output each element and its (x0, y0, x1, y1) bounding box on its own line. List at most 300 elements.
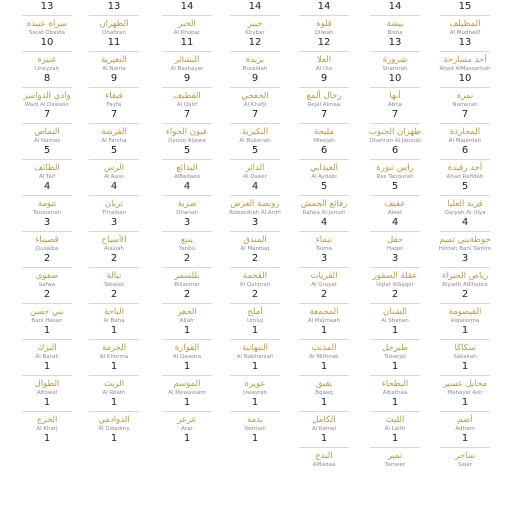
row-divider (89, 159, 139, 160)
city-name-english: Altowal (36, 390, 58, 396)
city-name-arabic: القوارة (174, 343, 200, 353)
city-count: 13 (388, 37, 402, 48)
city-count: 2 (461, 289, 469, 300)
city-name-arabic: القريات (310, 271, 338, 281)
city-cell[interactable] (14, 162, 80, 198)
city-cell[interactable] (432, 90, 498, 126)
city-count: 4 (110, 181, 118, 192)
city-cell[interactable] (362, 342, 428, 378)
city-name-english: Tubarjal (384, 354, 406, 360)
row-divider (89, 411, 139, 412)
city-name-english: Al Farsha (101, 138, 127, 144)
city-name-english: Albathaa (382, 390, 408, 396)
city-cell[interactable] (291, 342, 357, 378)
city-cell[interactable] (291, 54, 357, 90)
city-name-arabic: الخرج (36, 415, 58, 425)
city-cell[interactable] (154, 18, 220, 54)
city-cell[interactable] (154, 414, 220, 450)
city-cell[interactable] (432, 270, 498, 306)
city-name-arabic: أبها (389, 91, 401, 101)
city-name-arabic: الدوادمي (98, 415, 130, 425)
city-cell[interactable] (222, 342, 288, 378)
city-count: 5 (461, 181, 469, 192)
city-name-english: Al Kamel (311, 426, 337, 432)
city-name-english: Tanoumah (32, 210, 62, 216)
city-cell[interactable] (81, 162, 147, 198)
city-name-english: Al Aydabi (311, 174, 337, 180)
city-cell[interactable] (154, 198, 220, 234)
city-cell[interactable] (81, 234, 147, 270)
city-count: 1 (320, 433, 328, 444)
city-cell[interactable] (362, 0, 428, 18)
city-name-english: Al Qatif (176, 102, 198, 108)
row-divider (299, 375, 349, 376)
row-divider (22, 123, 72, 124)
city-name-arabic: البكيرية (241, 127, 269, 137)
city-cell[interactable] (222, 162, 288, 198)
city-cell[interactable] (222, 234, 288, 270)
row-divider (299, 87, 349, 88)
city-cell[interactable] (14, 234, 80, 270)
city-count: 4 (320, 217, 328, 228)
row-divider (89, 339, 139, 340)
row-divider (370, 339, 420, 340)
city-name-english: Haqel (387, 246, 403, 252)
city-name-english: Al Barak (35, 354, 59, 360)
city-count: 2 (43, 253, 51, 264)
city-name-english: Uqlat AlSaqor (376, 282, 414, 288)
city-count: 1 (251, 397, 259, 408)
city-cell[interactable] (14, 18, 80, 54)
city-cell[interactable] (291, 234, 357, 270)
city-name-english: Tameer (384, 462, 406, 468)
city-count: 1 (183, 325, 191, 336)
city-count: 4 (183, 181, 191, 192)
city-cell[interactable] (222, 270, 288, 306)
city-cell[interactable] (291, 0, 357, 18)
city-name-english: Billasmar (174, 282, 200, 288)
city-name-arabic: الشنان (383, 307, 407, 317)
city-count: 3 (43, 217, 51, 228)
row-divider (162, 159, 212, 160)
city-count: 7 (461, 109, 469, 120)
city-count: 14 (388, 1, 402, 12)
city-cell[interactable] (291, 414, 357, 450)
city-count: 11 (107, 37, 121, 48)
city-cell[interactable] (291, 450, 357, 486)
city-name-arabic: بني حسن (29, 307, 65, 317)
city-cell[interactable] (14, 90, 80, 126)
city-cell[interactable] (432, 414, 498, 450)
city-name-english: Al Khobar (173, 30, 201, 36)
city-name-arabic: البشائر (174, 55, 200, 65)
city-name-english: Khybar (245, 30, 265, 36)
row-divider (440, 375, 490, 376)
row-divider (440, 51, 490, 52)
row-divider (370, 375, 420, 376)
city-name-english: Al Reath (102, 390, 126, 396)
city-count: 8 (43, 73, 51, 84)
city-name-arabic: المجمعة (309, 307, 339, 317)
city-count: 1 (183, 433, 191, 444)
city-cell[interactable] (291, 198, 357, 234)
city-name-english: Buraidah (242, 66, 268, 72)
city-cell[interactable] (222, 414, 288, 450)
city-name-arabic: الطوال (34, 379, 60, 389)
row-divider (370, 231, 420, 232)
city-count: 4 (461, 217, 469, 228)
city-name-arabic: البطحاء (381, 379, 409, 389)
city-name-arabic: الخرمة (101, 343, 127, 353)
city-cell[interactable] (222, 90, 288, 126)
row-divider (89, 195, 139, 196)
row-divider (230, 159, 280, 160)
row-divider (230, 123, 280, 124)
city-cell[interactable] (432, 234, 498, 270)
city-cell[interactable] (291, 306, 357, 342)
city-name-english: Hottah Bani Tamim (438, 246, 492, 252)
city-name-english: Rejal Almaa (307, 102, 341, 108)
city-count: 1 (461, 325, 469, 336)
city-cell[interactable] (291, 162, 357, 198)
city-name-english: Namerah (452, 102, 478, 108)
city-name-arabic: ينبع (180, 235, 194, 245)
city-name-english: Al Mudhailf (449, 30, 481, 36)
city-name-english: Qusaiba (35, 246, 59, 252)
city-cell[interactable] (154, 270, 220, 306)
city-count: 9 (110, 73, 118, 84)
city-cell[interactable] (291, 18, 357, 54)
city-cell[interactable] (362, 306, 428, 342)
city-name-arabic: ثربان (104, 199, 124, 209)
city-name-arabic: الكامل (312, 415, 336, 425)
city-cell[interactable] (154, 90, 220, 126)
city-name-arabic: البرك (37, 343, 57, 353)
row-divider (299, 339, 349, 340)
city-cell[interactable] (154, 306, 220, 342)
city-cell[interactable] (154, 126, 220, 162)
city-name-english: Dhahran Al Janoub (369, 138, 421, 144)
row-divider (162, 123, 212, 124)
city-name-arabic: القحمة (242, 271, 268, 281)
city-name-english: Al Daeer (243, 174, 267, 180)
city-name-arabic: رياض الخبراء (441, 271, 489, 281)
city-name-arabic: رجال ألمع (306, 91, 342, 101)
city-name-arabic: القيصومة (448, 307, 482, 317)
row-divider (230, 87, 280, 88)
city-count: 15 (458, 1, 472, 12)
city-name-english: Al Namas (33, 138, 61, 144)
city-name-arabic: الأسياح (101, 235, 127, 245)
city-cell[interactable] (81, 198, 147, 234)
city-name-arabic: أملج (247, 307, 263, 317)
city-name-arabic: بللسمر (174, 271, 200, 281)
city-count: 7 (391, 109, 399, 120)
city-name-arabic: سراة عبيدة (26, 19, 68, 29)
city-cell[interactable] (81, 0, 147, 18)
row-divider (440, 267, 490, 268)
city-count: 14 (180, 1, 194, 12)
city-cell[interactable] (14, 270, 80, 306)
row-divider (370, 411, 420, 412)
city-cell[interactable] (362, 270, 428, 306)
row-divider (162, 87, 212, 88)
city-cell[interactable] (81, 126, 147, 162)
city-cell[interactable] (362, 198, 428, 234)
city-cell[interactable] (432, 162, 498, 198)
city-name-arabic: بقيق (315, 379, 333, 389)
city-count: 7 (43, 109, 51, 120)
row-divider (89, 267, 139, 268)
city-cell[interactable] (14, 54, 80, 90)
city-name-english: Yanbu (178, 246, 196, 252)
city-cell[interactable] (81, 378, 147, 414)
city-name-arabic: الليث (385, 415, 405, 425)
row-divider (22, 411, 72, 412)
city-cell[interactable] (154, 342, 220, 378)
city-count: 5 (183, 145, 191, 156)
city-cell[interactable] (432, 126, 498, 162)
row-divider (22, 303, 72, 304)
row-divider (440, 303, 490, 304)
city-count: 3 (320, 253, 328, 264)
city-name-english: Al Qrayat (311, 282, 337, 288)
city-name-english: Sarat Obaida (29, 30, 65, 36)
city-cell[interactable] (432, 54, 498, 90)
row-divider (230, 339, 280, 340)
row-divider (299, 447, 349, 448)
city-count: 1 (43, 325, 51, 336)
row-divider (22, 159, 72, 160)
row-divider (370, 159, 420, 160)
row-divider (89, 123, 139, 124)
city-name-arabic: راس تنورة (376, 163, 414, 173)
row-divider (162, 15, 212, 16)
city-cell[interactable] (81, 18, 147, 54)
city-cell[interactable] (222, 54, 288, 90)
city-name-english: Sharorah (382, 66, 408, 72)
row-divider (230, 231, 280, 232)
city-name-english: Al Bashayer (170, 66, 204, 72)
city-name-arabic: الدائر (245, 163, 265, 173)
city-name-arabic: وادي الدواسر (23, 91, 71, 101)
city-name-english: Al Nairia (102, 66, 126, 72)
row-divider (370, 123, 420, 124)
city-name-arabic: قرية العليا (447, 199, 483, 209)
column-1 (14, 0, 80, 450)
city-name-arabic: تمير (387, 451, 403, 461)
city-name-arabic: عرعر (177, 415, 197, 425)
row-divider (440, 411, 490, 412)
city-name-arabic: الريث (103, 379, 125, 389)
city-cell[interactable] (432, 450, 498, 486)
city-count: 2 (183, 253, 191, 264)
city-count: 1 (391, 397, 399, 408)
city-name-arabic: خيبر (247, 19, 263, 29)
city-count: 6 (320, 145, 328, 156)
city-name-arabic: بيشة (386, 19, 404, 29)
city-name-arabic: عيون الجواء (165, 127, 209, 137)
city-cell[interactable] (291, 270, 357, 306)
city-cell[interactable] (362, 414, 428, 450)
city-cell[interactable] (81, 414, 147, 450)
city-cell[interactable] (81, 54, 147, 90)
city-count: 1 (43, 397, 51, 408)
city-cell[interactable] (432, 342, 498, 378)
city-cell[interactable] (154, 54, 220, 90)
city-cell[interactable] (291, 378, 357, 414)
row-divider (440, 447, 490, 448)
city-count: 13 (107, 1, 121, 12)
city-name-arabic: حقل (387, 235, 403, 245)
row-divider (440, 87, 490, 88)
row-divider (370, 51, 420, 52)
city-name-english: Fayfa (106, 102, 122, 108)
city-name-english: Ahad Rafidah (446, 174, 484, 180)
row-divider (22, 51, 72, 52)
city-cell[interactable] (432, 0, 498, 18)
city-name-english: Rowaidhah Al Ardh (229, 210, 281, 216)
city-name-english: Bisha (387, 30, 403, 36)
city-name-arabic: النبهانية (241, 343, 269, 353)
row-divider (230, 267, 280, 268)
city-name-arabic: البدائع (176, 163, 198, 173)
city-cell[interactable] (14, 378, 80, 414)
city-count: 7 (110, 109, 118, 120)
row-divider (22, 267, 72, 268)
city-cell[interactable] (362, 90, 428, 126)
city-cell[interactable] (222, 198, 288, 234)
city-cell[interactable] (362, 378, 428, 414)
city-name-english: Sakakah (453, 354, 477, 360)
city-cell[interactable] (291, 90, 357, 126)
row-divider (89, 51, 139, 52)
city-name-arabic: حوطةبني تميم (439, 235, 491, 245)
city-name-english: Umluj (247, 318, 263, 324)
city-name-english: Dhahran (102, 30, 126, 36)
city-cell[interactable] (362, 234, 428, 270)
city-count: 1 (391, 361, 399, 372)
city-name-arabic: بدمة (247, 415, 263, 425)
city-name-arabic: ضرية (177, 199, 197, 209)
city-name-english: Qaryah Al Ulya (444, 210, 486, 216)
city-name-english: Aleef (388, 210, 402, 216)
city-cell[interactable] (154, 234, 220, 270)
city-name-english: Al Taif (38, 174, 56, 180)
city-name-arabic: نمرة (456, 91, 474, 101)
city-name-english: Thraiban (101, 210, 127, 216)
city-cell[interactable] (14, 0, 80, 18)
row-divider (162, 267, 212, 268)
row-divider (89, 87, 139, 88)
city-name-english: Rafaia Al Jemsh (302, 210, 346, 216)
city-cell[interactable] (222, 126, 288, 162)
city-cell[interactable] (362, 450, 428, 486)
city-count: 1 (110, 433, 118, 444)
city-name-english: Al Ula (316, 66, 332, 72)
city-cell[interactable] (222, 306, 288, 342)
city-name-arabic: محايل عسير (442, 379, 488, 389)
row-divider (440, 195, 490, 196)
city-cell[interactable] (222, 0, 288, 18)
city-cell[interactable] (154, 378, 220, 414)
city-name-arabic: قلوة (316, 19, 332, 29)
row-divider (299, 159, 349, 160)
city-cell[interactable] (154, 162, 220, 198)
city-name-english: Al Mowassam (168, 390, 206, 396)
city-name-english: Bqaeq (315, 390, 333, 396)
city-cell[interactable] (362, 162, 428, 198)
city-cell[interactable] (14, 198, 80, 234)
row-divider (22, 339, 72, 340)
city-name-english: Oyoun Aljewa (168, 138, 206, 144)
city-name-english: Qilwah (314, 30, 334, 36)
city-name-arabic: المظيلف (449, 19, 481, 29)
city-cell[interactable] (432, 198, 498, 234)
city-name-arabic: مليجة (314, 127, 334, 137)
city-name-arabic: المذنب (311, 343, 337, 353)
city-cell[interactable] (14, 414, 80, 450)
row-divider (230, 15, 280, 16)
city-name-arabic: أحد رفيدة (447, 163, 483, 173)
city-cell[interactable] (81, 342, 147, 378)
city-cell[interactable] (14, 306, 80, 342)
city-name-arabic: الرس (103, 163, 125, 173)
city-cell[interactable] (81, 270, 147, 306)
city-name-arabic: رفائع الجمش (300, 199, 348, 209)
city-cell[interactable] (432, 378, 498, 414)
city-name-arabic: الجفر (177, 307, 197, 317)
city-name-english: Alasiah (104, 246, 124, 252)
city-name-english: Al Majmaah (307, 318, 341, 324)
city-name-arabic: صفوى (35, 271, 59, 281)
city-cell[interactable] (291, 126, 357, 162)
city-name-english: Bani Hasan (31, 318, 63, 324)
city-name-arabic: تبالة (106, 271, 122, 281)
row-divider (370, 87, 420, 88)
row-divider (370, 195, 420, 196)
city-cell[interactable] (222, 18, 288, 54)
city-cell[interactable] (362, 18, 428, 54)
city-cell[interactable] (362, 54, 428, 90)
city-name-english: AlBadaa (312, 462, 336, 468)
city-cell[interactable] (432, 18, 498, 54)
city-cell[interactable] (81, 90, 147, 126)
row-divider (370, 15, 420, 16)
city-name-arabic: طبرجل (382, 343, 408, 353)
city-cell[interactable] (154, 0, 220, 18)
column-2 (81, 0, 147, 450)
city-name-english: Ahed AlMassarhah (439, 66, 491, 72)
city-cell[interactable] (14, 126, 80, 162)
city-name-english: AlJafr (179, 318, 195, 324)
city-cell[interactable] (81, 306, 147, 342)
city-name-english: Al Shanan (381, 318, 409, 324)
row-divider (22, 375, 72, 376)
city-name-arabic: بريدة (245, 55, 265, 65)
row-divider (299, 123, 349, 124)
city-count: 5 (251, 145, 259, 156)
row-divider (440, 15, 490, 16)
city-name-english: Ras Tanourah (376, 174, 414, 180)
city-count: 2 (320, 289, 328, 300)
city-cell[interactable] (14, 342, 80, 378)
city-cell[interactable] (432, 306, 498, 342)
city-cell[interactable] (362, 126, 428, 162)
city-cell[interactable] (222, 378, 288, 414)
city-count: 2 (43, 289, 51, 300)
city-name-arabic: الموسم (173, 379, 201, 389)
